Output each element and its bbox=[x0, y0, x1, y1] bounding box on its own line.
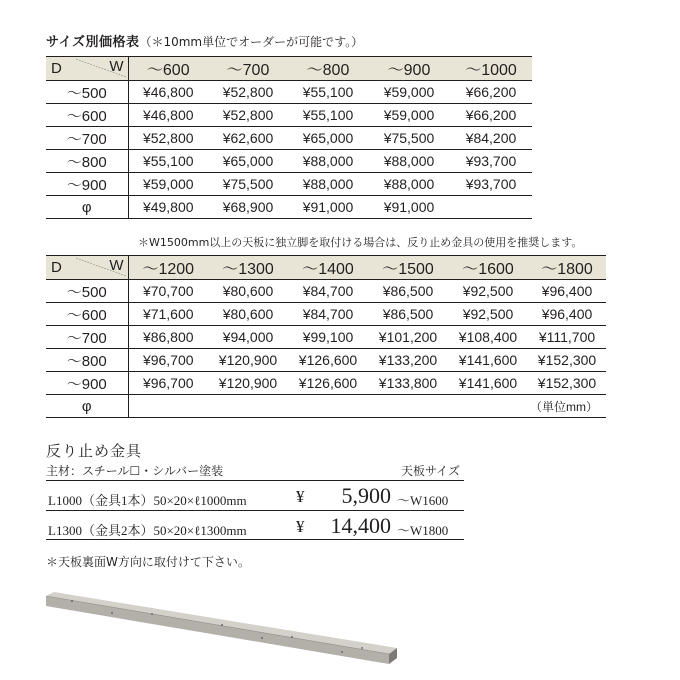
price-cell: ¥65,000 bbox=[288, 127, 368, 150]
corner-d-label: D bbox=[51, 259, 62, 276]
price-cell: ¥91,000 bbox=[288, 196, 368, 219]
column-header: ～1400 bbox=[288, 256, 368, 280]
table-header-row bbox=[46, 256, 606, 280]
column-header: ～1800 bbox=[528, 256, 606, 280]
price-cell: ¥94,000 bbox=[208, 326, 288, 349]
hardware-row bbox=[46, 510, 464, 540]
recommendation-note: ＊W1500mm以上の天板に独立脚を取付ける場合は、反り止め金具の使用を推奨します。 bbox=[138, 236, 583, 249]
row-header: ～600 bbox=[46, 303, 128, 326]
column-header: ～1500 bbox=[368, 256, 448, 280]
row-header: ～700 bbox=[46, 127, 128, 150]
row-header: ～800 bbox=[46, 349, 128, 372]
price-cell: ¥71,600 bbox=[128, 303, 208, 326]
row-header: φ bbox=[46, 395, 128, 418]
price-cell: ¥59,000 bbox=[128, 173, 208, 196]
unit-label: （単位mm） bbox=[128, 395, 606, 418]
price-cell: ¥91,000 bbox=[368, 196, 450, 219]
price-cell: ¥68,900 bbox=[208, 196, 288, 219]
table-row bbox=[46, 372, 606, 395]
hardware-max-size: ～W1800 bbox=[397, 523, 449, 538]
price-cell: ¥92,500 bbox=[448, 303, 528, 326]
price-cell: ¥84,700 bbox=[288, 303, 368, 326]
price-cell: ¥133,800 bbox=[368, 372, 448, 395]
price-cell: ¥80,600 bbox=[208, 303, 288, 326]
column-header: ～1600 bbox=[448, 256, 528, 280]
price-cell: ¥84,700 bbox=[288, 280, 368, 303]
price-cell: ¥75,500 bbox=[208, 173, 288, 196]
corner-w-label: W bbox=[109, 58, 124, 75]
table-corner bbox=[46, 256, 128, 280]
table-corner bbox=[46, 57, 128, 81]
hardware-size-header: 天板サイズ bbox=[401, 464, 461, 478]
price-cell: ¥88,000 bbox=[288, 150, 368, 173]
price-cell: ¥86,800 bbox=[128, 326, 208, 349]
price-cell: ¥120,900 bbox=[208, 349, 288, 372]
hardware-material: 主材：スチール☐・シルバー塗装 bbox=[46, 464, 224, 478]
table-row bbox=[46, 349, 606, 372]
row-header: ～600 bbox=[46, 104, 128, 127]
hardware-row bbox=[46, 480, 464, 509]
price-cell: ¥120,900 bbox=[208, 372, 288, 395]
column-header: ～700 bbox=[208, 57, 288, 81]
column-header: ～1000 bbox=[450, 57, 532, 81]
price-cell bbox=[450, 196, 532, 219]
price-table-title bbox=[46, 31, 363, 50]
price-cell: ¥55,100 bbox=[288, 104, 368, 127]
price-cell: ¥96,700 bbox=[128, 349, 208, 372]
price-cell: ¥152,300 bbox=[528, 349, 606, 372]
price-cell: ¥126,600 bbox=[288, 349, 368, 372]
price-cell: ¥141,600 bbox=[448, 349, 528, 372]
price-table-large bbox=[46, 255, 606, 418]
hardware-model: L1300（金具2本）50×20×ℓ1300mm bbox=[48, 523, 247, 538]
price-cell: ¥86,500 bbox=[368, 303, 448, 326]
price-cell: ¥96,700 bbox=[128, 372, 208, 395]
column-header: ～1300 bbox=[208, 256, 288, 280]
price-cell: ¥52,800 bbox=[208, 81, 288, 104]
price-cell: ¥70,700 bbox=[128, 280, 208, 303]
price-cell: ¥133,200 bbox=[368, 349, 448, 372]
price-cell: ¥152,300 bbox=[528, 372, 606, 395]
price-cell: ¥46,800 bbox=[128, 81, 208, 104]
price-cell: ¥80,600 bbox=[208, 280, 288, 303]
price-cell: ¥55,100 bbox=[128, 150, 208, 173]
row-header: φ bbox=[46, 196, 128, 219]
yen-symbol: ¥ bbox=[296, 487, 305, 506]
column-header: ～1200 bbox=[128, 256, 208, 280]
price-cell: ¥108,400 bbox=[448, 326, 528, 349]
hardware-title: 反り止め金具 bbox=[46, 442, 143, 460]
table-row bbox=[46, 173, 532, 196]
table-header-row bbox=[46, 57, 532, 81]
price-cell: ¥88,000 bbox=[368, 150, 450, 173]
row-header: ～500 bbox=[46, 81, 128, 104]
column-header: ～600 bbox=[128, 57, 208, 81]
hardware-model: L1000（金具1本）50×20×ℓ1000mm bbox=[48, 493, 247, 508]
corner-d-label: D bbox=[51, 60, 62, 77]
price-cell: ¥62,600 bbox=[208, 127, 288, 150]
steel-bar-image bbox=[42, 592, 402, 672]
row-header: ～900 bbox=[46, 372, 128, 395]
price-cell: ¥52,800 bbox=[128, 127, 208, 150]
price-cell: ¥93,700 bbox=[450, 150, 532, 173]
corner-w-label: W bbox=[109, 257, 124, 274]
price-cell: ¥111,700 bbox=[528, 326, 606, 349]
price-cell: ¥65,000 bbox=[208, 150, 288, 173]
row-header: ～500 bbox=[46, 280, 128, 303]
table-row bbox=[46, 81, 532, 104]
price-cell: ¥96,400 bbox=[528, 303, 606, 326]
table-row bbox=[46, 280, 606, 303]
price-cell: ¥141,600 bbox=[448, 372, 528, 395]
price-cell: ¥49,800 bbox=[128, 196, 208, 219]
price-cell: ¥99,100 bbox=[288, 326, 368, 349]
price-cell: ¥96,400 bbox=[528, 280, 606, 303]
price-cell: ¥75,500 bbox=[368, 127, 450, 150]
column-header: ～900 bbox=[368, 57, 450, 81]
row-header: ～700 bbox=[46, 326, 128, 349]
table-row bbox=[46, 104, 532, 127]
price-cell: ¥52,800 bbox=[208, 104, 288, 127]
price-cell: ¥92,500 bbox=[448, 280, 528, 303]
hardware-max-size: ～W1600 bbox=[397, 493, 449, 508]
hardware-price: 5,900 bbox=[341, 483, 391, 508]
title-main: サイズ別価格表 bbox=[46, 35, 140, 50]
table-row bbox=[46, 196, 532, 219]
price-cell: ¥84,200 bbox=[450, 127, 532, 150]
price-cell: ¥88,000 bbox=[288, 173, 368, 196]
price-cell: ¥46,800 bbox=[128, 104, 208, 127]
price-cell: ¥55,100 bbox=[288, 81, 368, 104]
table-row bbox=[46, 150, 532, 173]
hardware-price: 14,400 bbox=[330, 513, 391, 538]
price-cell: ¥66,200 bbox=[450, 104, 532, 127]
table-row bbox=[46, 303, 606, 326]
column-header: ～800 bbox=[288, 57, 368, 81]
title-note: （＊10mm単位でオーダーが可能です。） bbox=[139, 35, 364, 49]
row-header: ～800 bbox=[46, 150, 128, 173]
price-table-small bbox=[46, 56, 532, 219]
table-row bbox=[46, 127, 532, 150]
price-cell: ¥88,000 bbox=[368, 173, 450, 196]
price-cell: ¥93,700 bbox=[450, 173, 532, 196]
table-row bbox=[46, 326, 606, 349]
price-cell: ¥59,000 bbox=[368, 81, 450, 104]
price-cell: ¥59,000 bbox=[368, 104, 450, 127]
yen-symbol: ¥ bbox=[296, 517, 305, 536]
table-row bbox=[46, 395, 606, 418]
price-cell: ¥101,200 bbox=[368, 326, 448, 349]
price-cell: ¥86,500 bbox=[368, 280, 448, 303]
price-cell: ¥126,600 bbox=[288, 372, 368, 395]
price-cell: ¥66,200 bbox=[450, 81, 532, 104]
row-header: ～900 bbox=[46, 173, 128, 196]
hardware-footnote: ＊天板裏面W方向に取付けて下さい。 bbox=[46, 555, 250, 569]
